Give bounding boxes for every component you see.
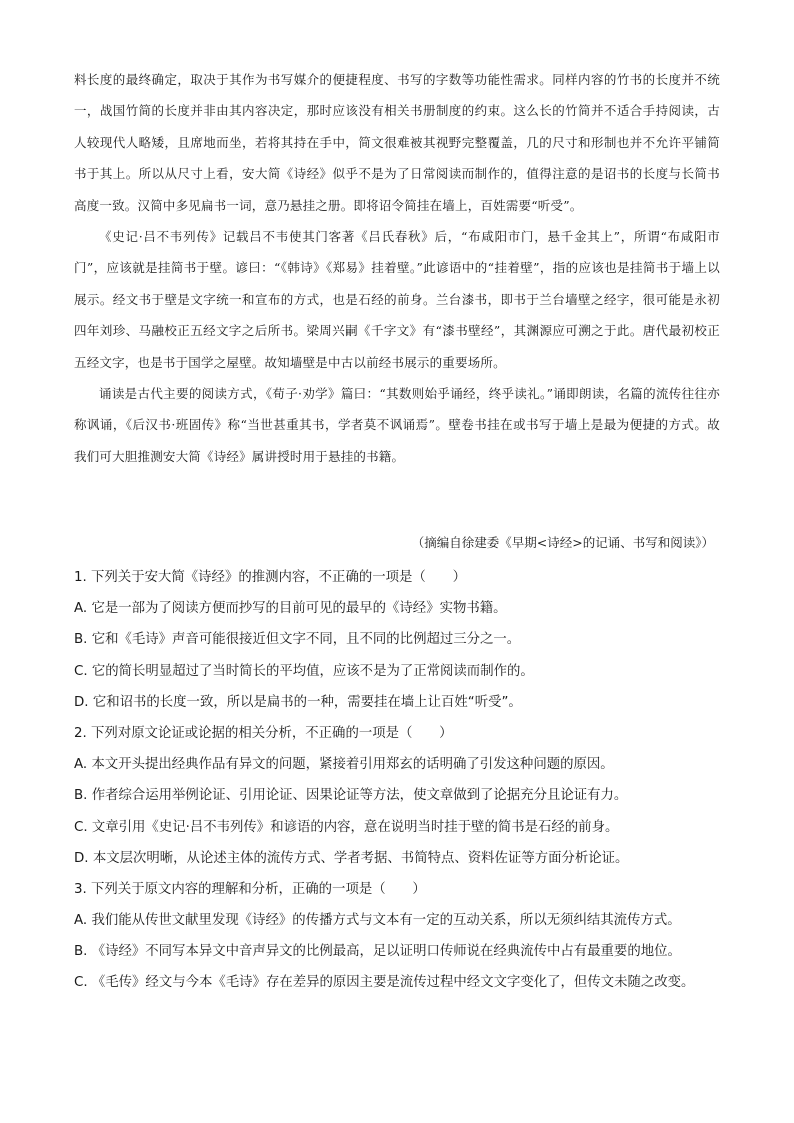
- question-3-option-c: C. 《毛传》经文与今本《毛诗》存在差异的原因主要是流传过程中经文文字变化了，但传文未随之改变。: [74, 974, 695, 990]
- passage-source-citation: （摘编自徐建委《早期<诗经>的记诵、书写和阅读》）: [411, 535, 714, 550]
- question-2-option-c: C. 文章引用《史记·吕不韦列传》和谚语的内容，意在说明当时挂于壁的简书是石经的前身。: [74, 819, 619, 835]
- question-list: [74, 562, 724, 998]
- question-2-option-b: B. 作者综合运用举例论证、引用论证、因果论证等方法，使文章做到了论据充分且论证有力。: [74, 788, 628, 804]
- question-3-option-a: A. 我们能从传世文献里发现《诗经》的传播方式与文本有一定的互动关系，所以无须纠结其流传方式。: [74, 913, 681, 929]
- question-3-option-b: B. 《诗经》不同写本异文中音声异文的比例最高，足以证明口传师说在经典流传中占有最重要的地位。: [74, 944, 681, 960]
- question-1-option-b: B. 它和《毛诗》声音可能很接近但文字不同，且不同的比例超过三分之一。: [74, 632, 521, 648]
- question-2-stem: 2. 下列对原文论证或论据的相关分析，不正确的一项是（ ）: [74, 726, 453, 742]
- passage-paragraph-2: 《史记·吕不韦列传》记载吕不韦使其门客著《吕氏春秋》后，“布咸阳市门，悬千金其上”，所谓“布咸阳市门”，应该就是挂简书于壁。谚曰：“《韩诗》《郑易》挂着壁。”此谚语中的“挂着壁”，指的应该也是挂简书于墙上以展示。经文书于壁是文字统一和宣布的方式，也是石经的前身。兰台漆书，即书于兰台墙壁之经字，很可能是永初四年刘珍、马融校正五经文字之后所书。梁周兴嗣《千字文》有“漆书壁经”，其渊源应可溯之于此。唐代最初校正五经文字，也是书于国学之屋壁。故知墙壁是中古以前经书展示的重要场所。: [74, 229, 720, 370]
- question-1-option-a: A. 它是一部为了阅读方便而抄写的目前可见的最早的《诗经》实物书籍。: [74, 601, 507, 617]
- passage-paragraph-3: 诵读是古代主要的阅读方式，《荀子·劝学》篇曰：“其数则始乎诵经，终乎读礼。”诵即朗读，名篇的流传往往亦称讽诵，《后汉书·班固传》称“当世甚重其书，学者莫不讽诵焉”。壁卷书挂在或书写于墙上是最为便捷的方式。故我们可大胆推测安大简《诗经》属讲授时用于悬挂的书籍。: [74, 386, 720, 464]
- question-3-stem: 3. 下列关于原文内容的理解和分析，正确的一项是（ ）: [74, 882, 426, 898]
- question-2-option-d: D. 本文层次明晰，从论述主体的流传方式、学者考据、书简特点、资料佐证等方面分析论证。: [74, 850, 629, 866]
- question-2-option-a: A. 本文开头提出经典作品有异文的问题，紧接着引用郑玄的话明确了引发这种问题的原因。: [74, 757, 614, 773]
- question-1-stem: 1. 下列关于安大简《诗经》的推测内容，不正确的一项是（ ）: [74, 570, 466, 585]
- passage-paragraph-1: 料长度的最终确定，取决于其作为书写媒介的便捷程度、书写的字数等功能性需求。同样内容的竹书的长度并不统一，战国竹简的长度并非由其内容决定，那时应该没有相关书册制度的约束。这么长的竹简并不适合手持阅读，古人较现代人略矮，且席地而坐，若将其持在手中，简文很难被其视野完整覆盖，几的尺寸和形制也并不允许平铺简书于其上。所以从尺寸上看，安大简《诗经》似乎不是为了日常阅读而制作的，值得注意的是诏书的长度与长简书高度一致。汉简中多见扁书一词，意乃悬挂之册。即将诏令简挂在墙上，百姓需要“听受”。: [74, 72, 720, 213]
- question-1-option-d: D. 它和诏书的长度一致，所以是扁书的一种，需要挂在墙上让百姓“听受”。: [74, 694, 522, 710]
- question-1-option-c: C. 它的简长明显超过了当时简长的平均值，应该不是为了正常阅读而制作的。: [74, 663, 534, 679]
- reading-passage: [74, 64, 720, 472]
